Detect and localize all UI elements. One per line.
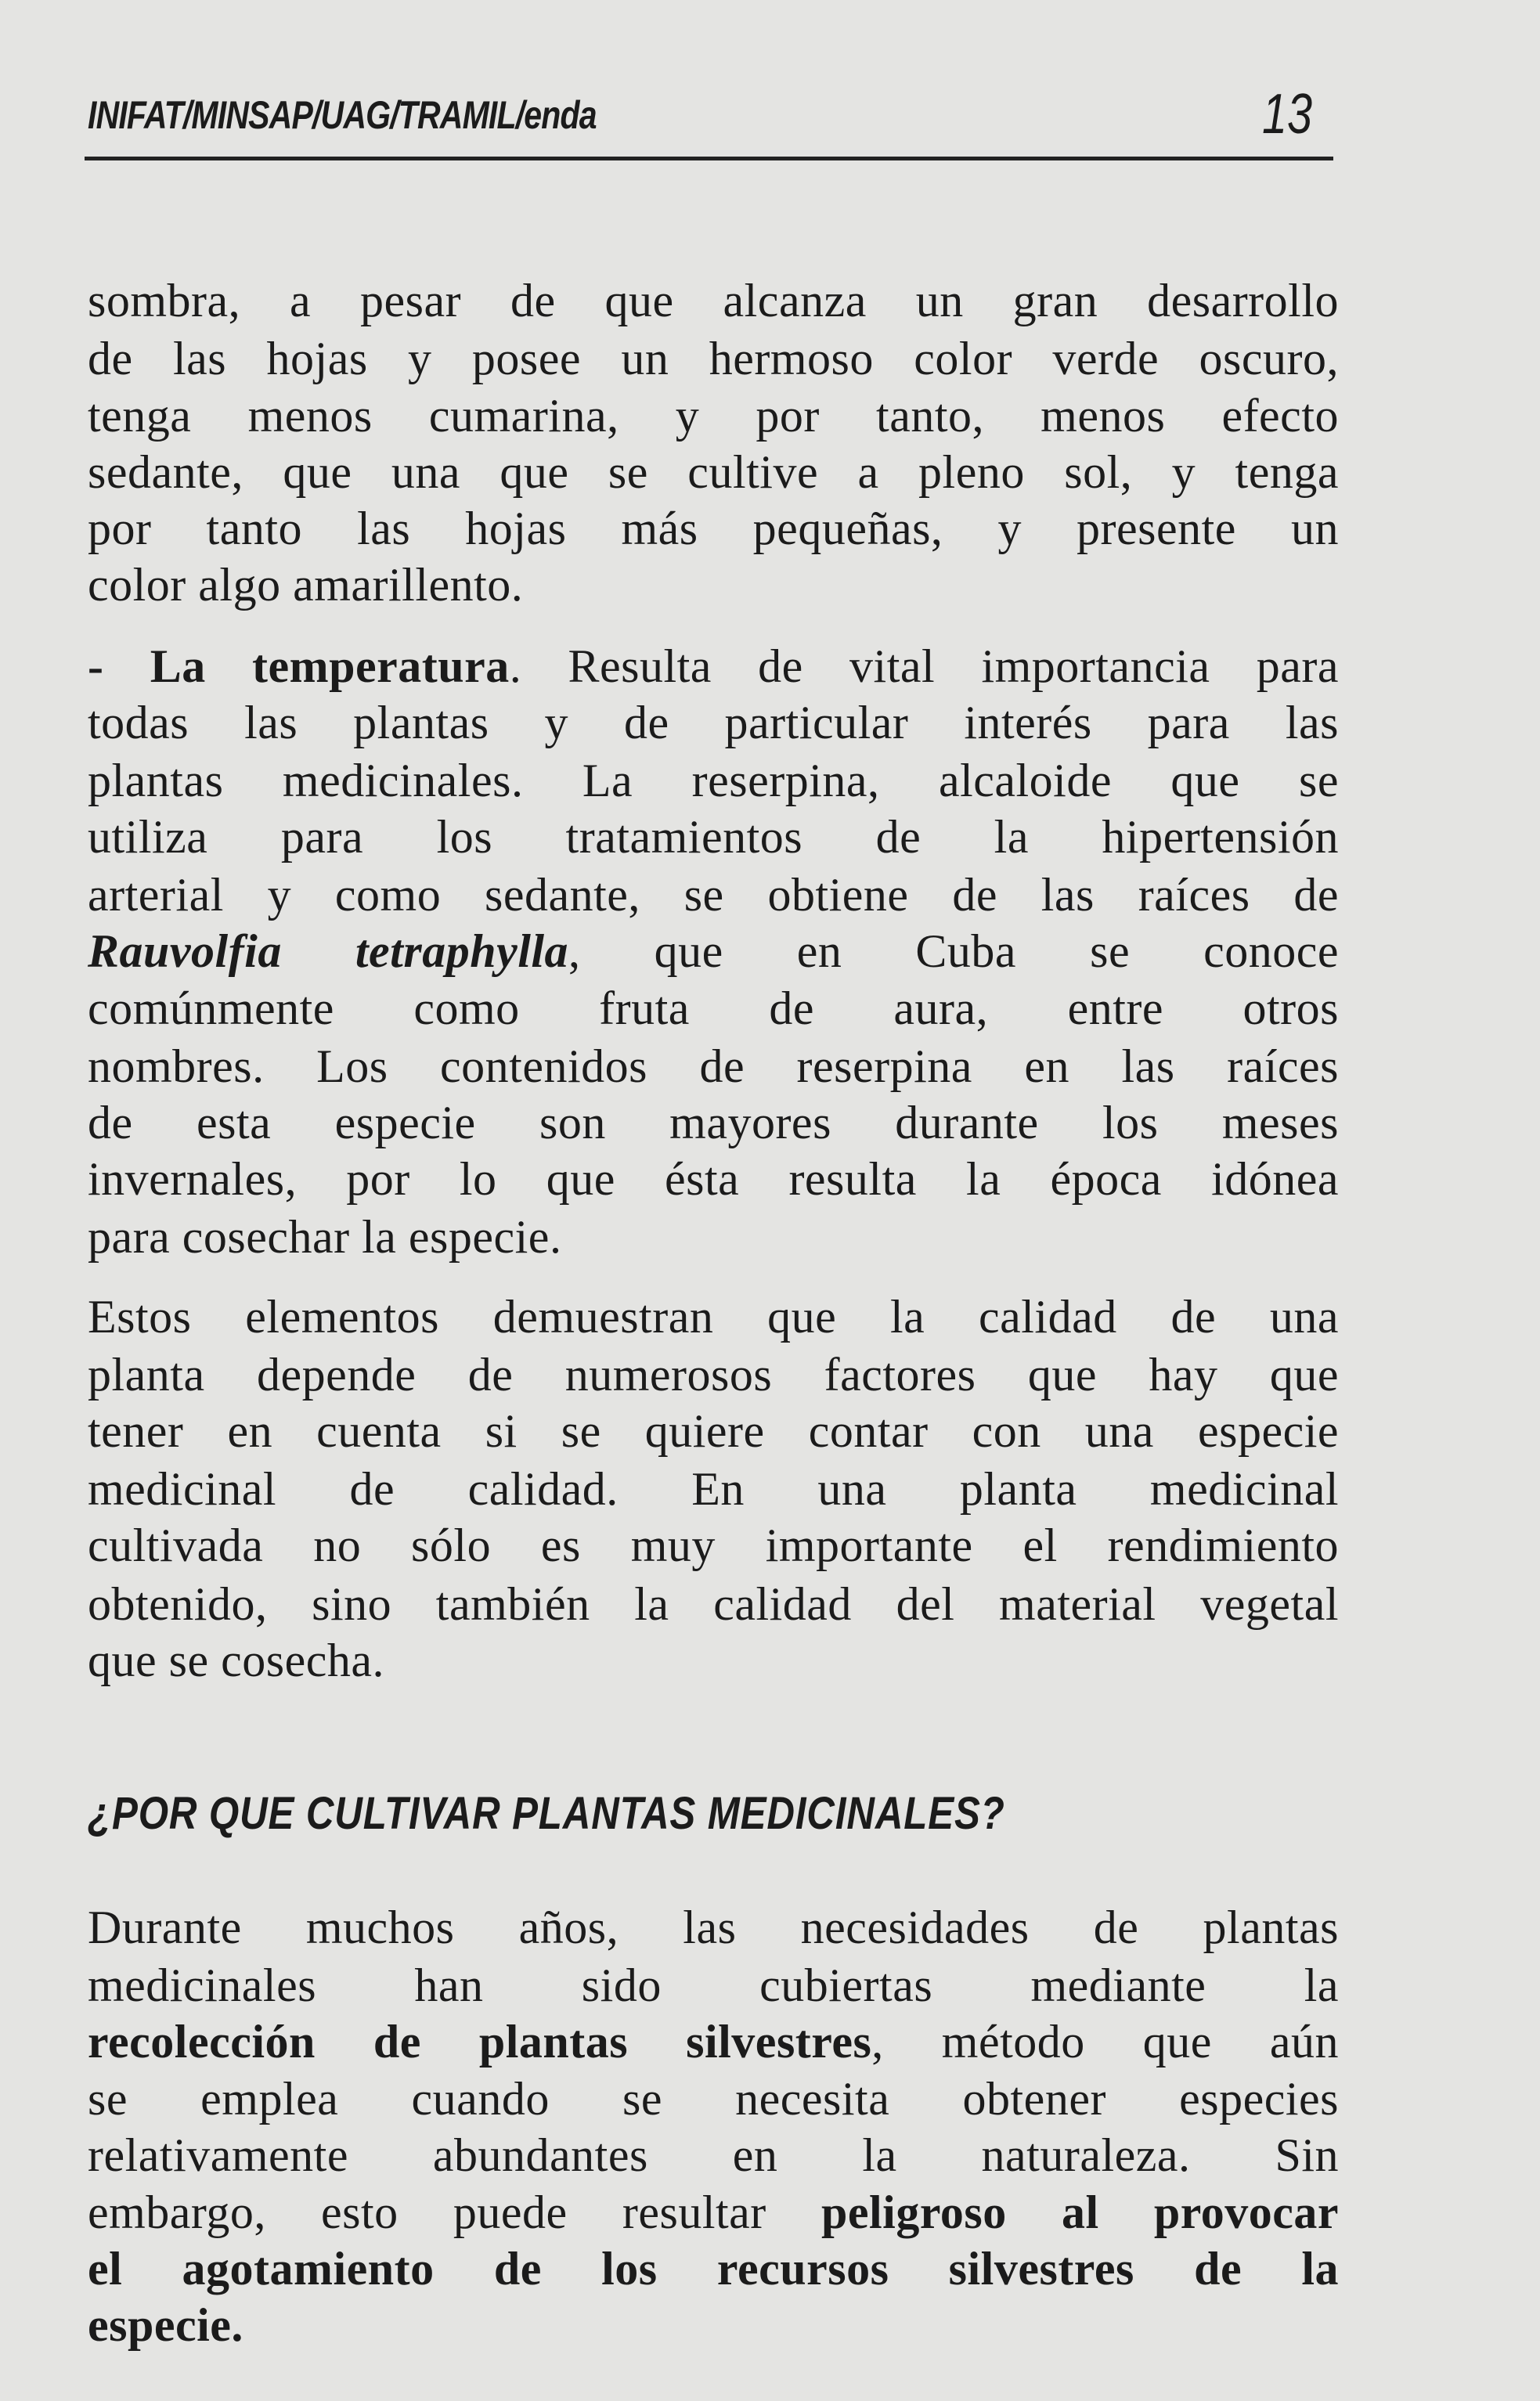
- text-span: tener en cuenta si se quiere contar con una especie: [88, 1405, 1339, 1457]
- text-line: [88, 2071, 1339, 2127]
- text-line: [88, 557, 1339, 613]
- running-title: INIFAT/MINSAP/UAG/TRAMIL/enda: [88, 93, 597, 137]
- text-line: [88, 1461, 1339, 1517]
- emphasized-text: peligroso al provocar: [821, 2186, 1340, 2238]
- text-line: [88, 980, 1339, 1036]
- text-span: . Resulta de vital importancia para: [509, 640, 1339, 692]
- text-span: arterial y como sedante, se obtiene de las raíces de: [88, 869, 1339, 921]
- text-span: tenga menos cumarina, y por tanto, menos efecto: [88, 390, 1339, 442]
- text-line: [88, 1899, 1339, 1956]
- text-span: Durante muchos años, las necesidades de plantas: [88, 1902, 1339, 1953]
- text-line: [88, 1151, 1339, 1207]
- text-line: [88, 272, 1339, 329]
- text-span: de las hojas y posee un hermoso color verde oscuro,: [88, 333, 1339, 384]
- text-span: todas las plantas y de particular interés para las: [88, 697, 1339, 748]
- text-line: [88, 1038, 1339, 1094]
- text-span: sedante, que una que se cultive a pleno sol, y tenga: [88, 446, 1339, 498]
- text-span: , método que aún: [871, 2016, 1339, 2068]
- text-line: [88, 752, 1339, 809]
- text-span: de esta especie son mayores durante los meses: [88, 1097, 1339, 1148]
- text-line: [88, 809, 1339, 865]
- text-span: por tanto las hojas más pequeñas, y presente un: [88, 503, 1339, 554]
- text-span: embargo, esto puede resultar: [88, 2186, 821, 2238]
- text-span: medicinal de calidad. En una planta medicinal: [88, 1463, 1339, 1515]
- text-span: invernales, por lo que ésta resulta la época idónea: [88, 1153, 1339, 1205]
- text-line: [88, 500, 1339, 557]
- text-line: [88, 694, 1339, 751]
- text-line: [88, 2241, 1339, 2297]
- text-line: [88, 2184, 1339, 2241]
- text-line: [88, 1094, 1339, 1151]
- text-line: [88, 1517, 1339, 1574]
- text-line: [88, 444, 1339, 500]
- emphasized-text: - La temperatura: [88, 640, 510, 692]
- emphasized-text: recolección de plantas silvestres: [88, 2016, 872, 2068]
- text-line: [88, 923, 1339, 979]
- text-line: [88, 330, 1339, 387]
- text-line: [88, 2127, 1339, 2183]
- text-line: [88, 638, 1339, 694]
- text-span: que se cosecha.: [88, 1635, 384, 1686]
- text-span: color algo amarillento.: [88, 559, 524, 611]
- text-line: [88, 1289, 1339, 1345]
- section-heading: ¿POR QUE CULTIVAR PLANTAS MEDICINALES?: [88, 1788, 1005, 1839]
- text-span: Estos elementos demuestran que la calidad de una: [88, 1291, 1339, 1343]
- text-span: planta depende de numerosos factores que hay que: [88, 1349, 1339, 1401]
- text-line: [88, 2013, 1339, 2070]
- text-span: obtenido, sino también la calidad del material vegetal: [88, 1578, 1339, 1630]
- text-line: [88, 1403, 1339, 1459]
- text-line: [88, 1347, 1339, 1403]
- text-span: sombra, a pesar de que alcanza un gran desarrollo: [88, 275, 1339, 326]
- text-span: para cosechar la especie.: [88, 1211, 562, 1263]
- text-span: relativamente abundantes en la naturaleza. Sin: [88, 2129, 1339, 2181]
- text-span: comúnmente como fruta de aura, entre otros: [88, 982, 1339, 1034]
- header-rule: [85, 157, 1333, 160]
- text-span: , que en Cuba se conoce: [568, 925, 1340, 977]
- text-span: utiliza para los tratamientos de la hipertensión: [88, 811, 1339, 863]
- text-span: plantas medicinales. La reserpina, alcaloide que se: [88, 755, 1339, 806]
- text-line: [88, 1632, 1339, 1689]
- emphasized-text: el agotamiento de los recursos silvestres de la: [88, 2243, 1339, 2295]
- text-line: [88, 1957, 1339, 2013]
- text-span: medicinales han sido cubiertas mediante la: [88, 1959, 1339, 2011]
- text-span: se emplea cuando se necesita obtener especies: [88, 2073, 1339, 2125]
- text-line: [88, 867, 1339, 923]
- page-number: 13: [1262, 83, 1313, 146]
- text-span: cultivada no sólo es muy importante el rendimiento: [88, 1520, 1339, 1571]
- text-line: [88, 1209, 1339, 1265]
- emphasized-text: especie.: [88, 2299, 243, 2351]
- text-line: [88, 1576, 1339, 1632]
- emphasized-text: Rauvolfia tetraphylla: [88, 925, 569, 977]
- text-span: nombres. Los contenidos de reserpina en las raíces: [88, 1040, 1339, 1092]
- text-line: [88, 2297, 1339, 2353]
- text-line: [88, 388, 1339, 444]
